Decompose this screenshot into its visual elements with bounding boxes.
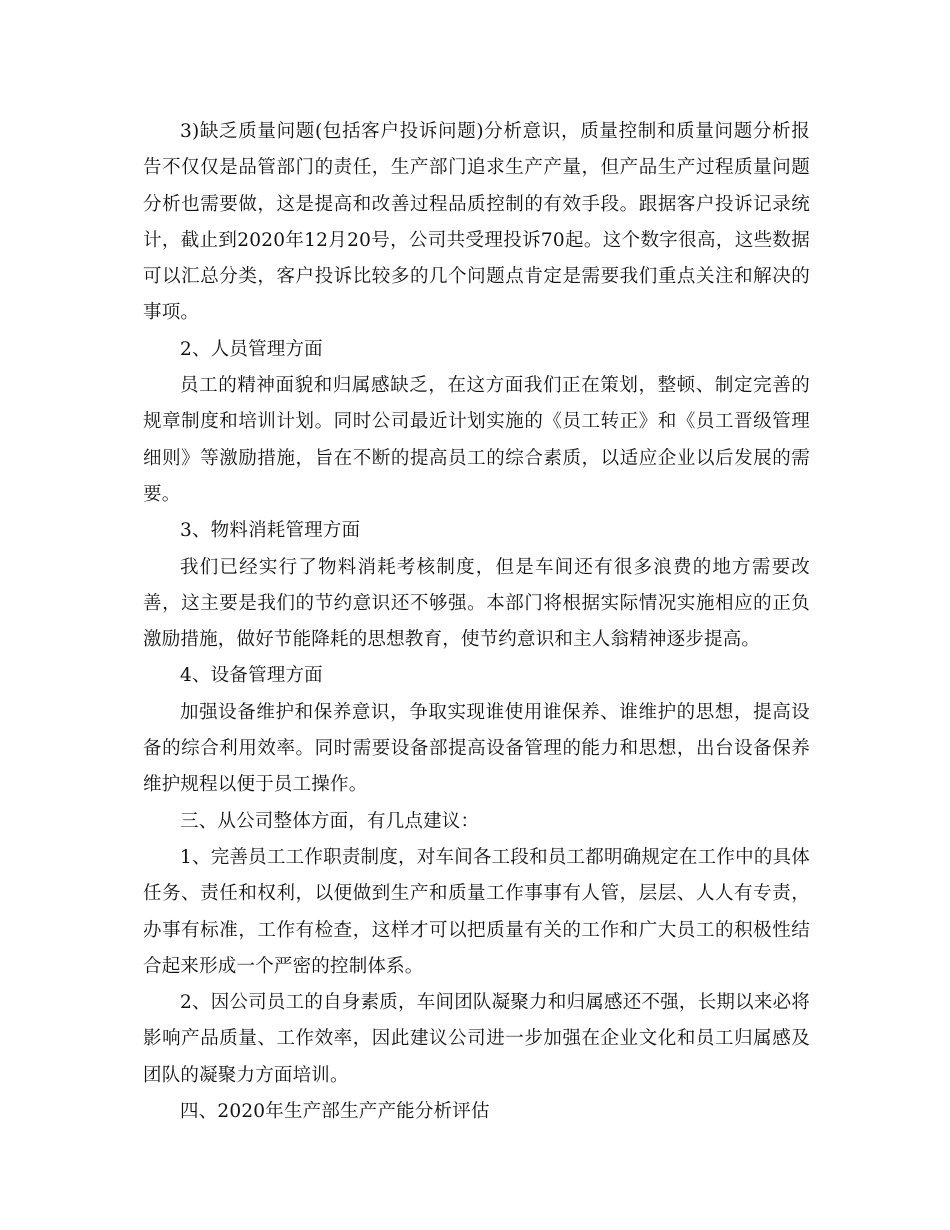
paragraph-material-consumption: 我们已经实行了物料消耗考核制度，但是车间还有很多浪费的地方需要改善，这主要是我们的节约意识还不够强。本部门将根据实际情况实施相应的正负激励措施，做好节能降耗的思想教育，使节约意识和主人翁精神逐步提高。 [143, 556, 810, 651]
paragraph-equipment-management: 加强设备维护和保养意识，争取实现谁使用谁保养、谁维护的思想，提高设备的综合利用效率。同时需要设备部提高设备管理的能力和思想，出台设备保养维护规程以便于员工操作。 [143, 701, 810, 796]
paragraph-suggestion-1: 1、完善员工工作职责制度，对车间各工段和员工都明确规定在工作中的具体任务、责任和权利，以便做到生产和质量工作事事有人管，层层、人人有专责，办事有标准，工作有检查，这样才可以把质量有关的工作和广大员工的积极性结合起来形成一个严密的控制体系。 [143, 846, 810, 977]
heading-equipment-management: 4、设备管理方面 [180, 665, 323, 687]
paragraph-quality-analysis: 3)缺乏质量问题(包括客户投诉问题)分析意识，质量控制和质量问题分析报告不仅仅是品管部门的责任，生产部门追求生产产量，但产品生产过程质量问题分析也需要做，这是提高和改善过程品质控制的有效手段。跟据客户投诉记录统计，截止到2020年12月20号，公司共受理投诉70起。这个数字很高，这些数据可以汇总分类，客户投诉比较多的几个问题点肯定是需要我们重点关注和解决的事项。 [143, 121, 810, 324]
heading-company-suggestions: 三、从公司整体方面，有几点建议： [180, 810, 480, 832]
heading-personnel-management: 2、人员管理方面 [180, 338, 323, 360]
paragraph-personnel-management: 员工的精神面貌和归属感缺乏，在这方面我们正在策划，整顿、制定完善的规章制度和培训计划。同时公司最近计划实施的《员工转正》和《员工晋级管理细则》等激励措施，旨在不断的提高员工的综合素质，以适应企业以后发展的需要。 [143, 375, 810, 505]
heading-material-consumption: 3、物料消耗管理方面 [180, 520, 361, 542]
heading-capacity-analysis: 四、2020年生产部生产产能分析评估 [180, 1101, 490, 1123]
paragraph-suggestion-2: 2、因公司员工的自身素质，车间团队凝聚力和归属感还不强，长期以来必将影响产品质量、工作效率，因此建议公司进一步加强在企业文化和员工归属感及团队的凝聚力方面培训。 [143, 992, 810, 1086]
